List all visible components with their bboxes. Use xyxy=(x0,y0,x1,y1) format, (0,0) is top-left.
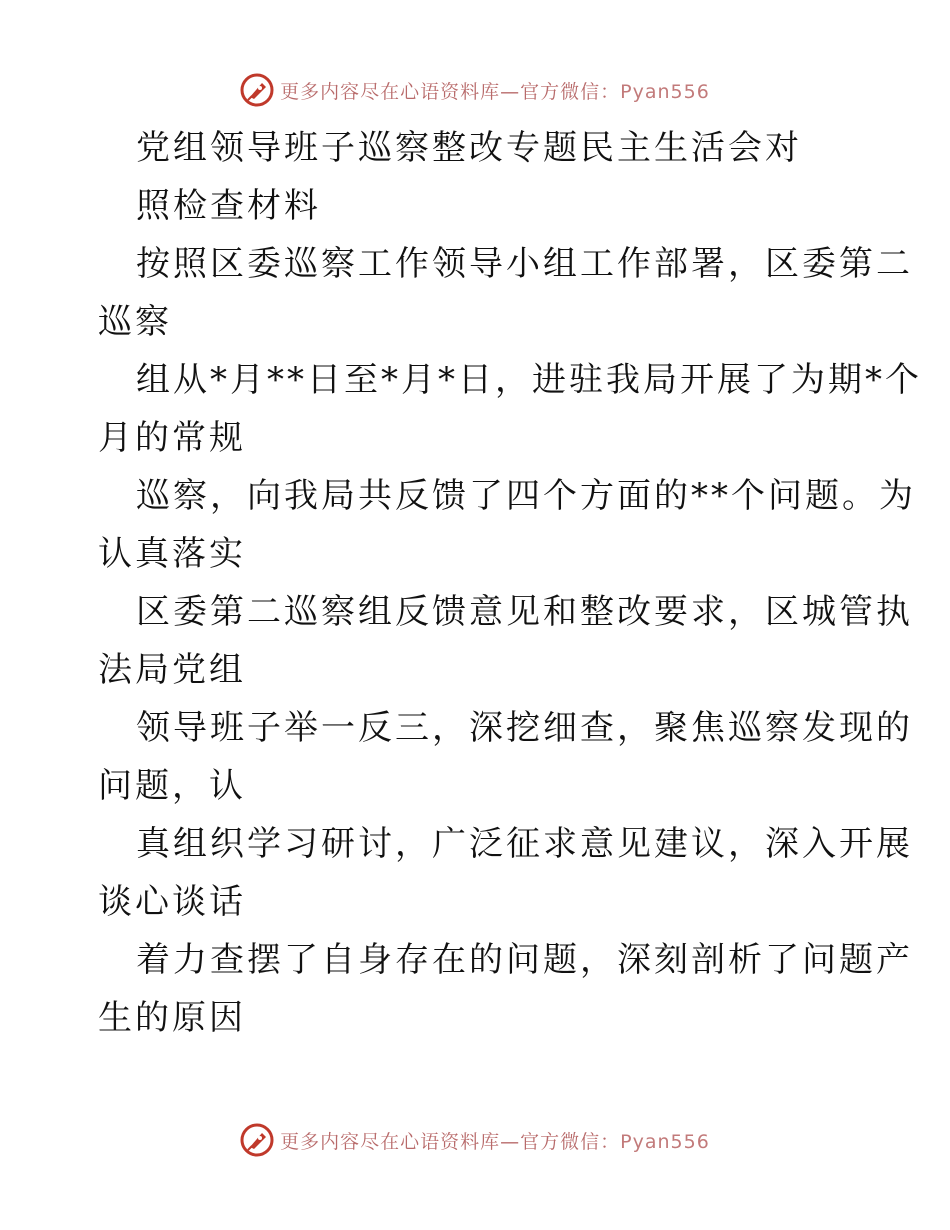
watermark-text xyxy=(280,77,710,104)
paragraph-line: 领导班子举一反三，深挖细查，聚焦巡察发现的 xyxy=(136,708,913,748)
paragraph-line: 区委第二巡察组反馈意见和整改要求，区城管执 xyxy=(136,592,913,632)
paragraph-line: 着力查摆了自身存在的问题，深刻剖析了问题产 xyxy=(136,940,913,980)
pen-nib-logo-icon xyxy=(240,73,274,107)
watermark-text xyxy=(280,1127,710,1154)
paragraph-line: 认真落实 xyxy=(98,534,246,574)
paragraph-line: 问题，认 xyxy=(98,766,246,806)
watermark-contact: Pyan556 xyxy=(620,1130,710,1153)
pen-nib-logo-icon xyxy=(240,1123,274,1157)
header-watermark xyxy=(0,70,950,110)
paragraph-line: 谈心谈话 xyxy=(98,882,246,922)
paragraph-line: 真组织学习研讨，广泛征求意见建议，深入开展 xyxy=(136,824,913,864)
paragraph-line: 巡察，向我局共反馈了四个方面的**个问题。为 xyxy=(136,476,916,516)
paragraph-line: 生的原因 xyxy=(98,998,246,1038)
watermark-label: 更多内容尽在心语资料库—官方微信： xyxy=(280,80,621,103)
footer-watermark xyxy=(0,1120,950,1160)
doc-title-line-1: 党组领导班子巡察整改专题民主生活会对 xyxy=(136,128,802,168)
watermark-label: 更多内容尽在心语资料库—官方微信： xyxy=(280,1130,621,1153)
paragraph-line: 巡察 xyxy=(98,302,172,342)
paragraph-line: 月的常规 xyxy=(98,418,246,458)
paragraph-line: 按照区委巡察工作领导小组工作部署，区委第二 xyxy=(136,244,913,284)
paragraph-line: 法局党组 xyxy=(98,650,246,690)
paragraph-line: 组从*月**日至*月*日，进驻我局开展了为期*个 xyxy=(136,360,922,400)
watermark-contact: Pyan556 xyxy=(620,80,710,103)
doc-title-line-2: 照检查材料 xyxy=(136,186,321,226)
